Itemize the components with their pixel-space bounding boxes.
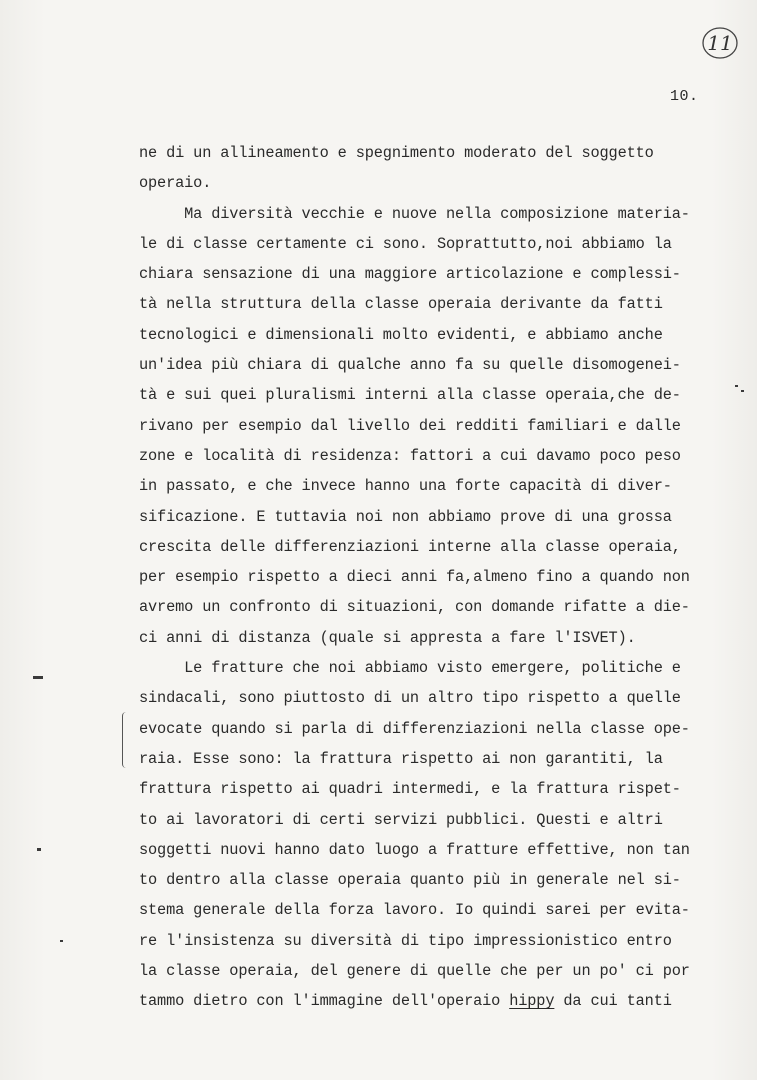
text-line: chiara sensazione di una maggiore articolazione e complessi-: [139, 265, 681, 284]
page-number: 10.: [670, 88, 699, 105]
typed-text-body: [139, 138, 729, 1017]
margin-dot-mark: [735, 385, 738, 387]
margin-dot-mark: [741, 390, 744, 392]
text-line: in passato, e che invece hanno una forte capacità di diver-: [139, 477, 672, 496]
archive-number-stamp: [700, 22, 740, 62]
text-line: operaio.: [139, 174, 212, 193]
text-line: Ma diversità vecchie e nuove nella composizione materia-: [139, 204, 690, 223]
margin-dot-mark: [60, 940, 63, 942]
text-line: tecnologici e dimensionali molto evidenti, e abbiamo anche: [139, 325, 663, 344]
text-line: sindacali, sono piuttosto di un altro tipo rispetto a quelle: [139, 689, 681, 708]
text-line-end: da cui tanti: [554, 992, 672, 1011]
text-line: le di classe certamente ci sono. Soprattutto,noi abbiamo la: [139, 234, 672, 253]
text-line: evocate quando si parla di differenziazioni nella classe ope-: [139, 719, 690, 738]
underlined-word: hippy: [509, 992, 555, 1011]
text-line: la classe operaia, del genere di quelle che per un po' ci por: [139, 962, 690, 981]
text-line: raia. Esse sono: la frattura rispetto ai non garantiti, la: [139, 749, 663, 768]
text-line: avremo un confronto di situazioni, con domande rifatte a die-: [139, 598, 690, 617]
text-line: zone e località di residenza: fattori a cui davamo poco peso: [139, 446, 681, 465]
text-line: rivano per esempio dal livello dei redditi familiari e dalle: [139, 416, 681, 435]
margin-dot-mark: [37, 848, 41, 851]
text-line: to ai lavoratori di certi servizi pubblici. Questi e altri: [139, 810, 663, 829]
text-line-start: tammo dietro con l'immagine dell'operaio: [139, 992, 510, 1011]
text-line: sificazione. E tuttavia noi non abbiamo prove di una grossa: [139, 507, 672, 526]
text-line-last: [139, 986, 729, 1016]
margin-dash-mark: [33, 676, 43, 679]
archive-number-text: 11: [707, 31, 733, 55]
text-line: tà nella struttura della classe operaia derivante da fatti: [139, 295, 663, 314]
text-line: to dentro alla classe operaia quanto più in generale nel si-: [139, 871, 681, 890]
text-line: ci anni di distanza (quale si appresta a fare l'ISVET).: [139, 628, 636, 647]
text-line: stema generale della forza lavoro. Io quindi sarei per evita-: [139, 901, 690, 920]
text-line: crescita delle differenziazioni interne alla classe operaia,: [139, 537, 681, 556]
text-line: per esempio rispetto a dieci anni fa,almeno fino a quando non: [139, 568, 690, 587]
text-line: un'idea più chiara di qualche anno fa su quelle disomogenei-: [139, 356, 681, 375]
text-line: soggetti nuovi hanno dato luogo a fratture effettive, non tan: [139, 840, 690, 859]
text-line: tà e sui quei pluralismi interni alla classe operaia,che de-: [139, 386, 681, 405]
text-line: ne di un allineamento e spegnimento moderato del soggetto: [139, 144, 654, 162]
text-line: Le fratture che noi abbiamo visto emergere, politiche e: [139, 659, 681, 678]
text-line: frattura rispetto ai quadri intermedi, e la frattura rispet-: [139, 780, 681, 799]
text-line: re l'insistenza su diversità di tipo impressionistico entro: [139, 931, 672, 950]
margin-bracket-mark: [122, 712, 127, 768]
